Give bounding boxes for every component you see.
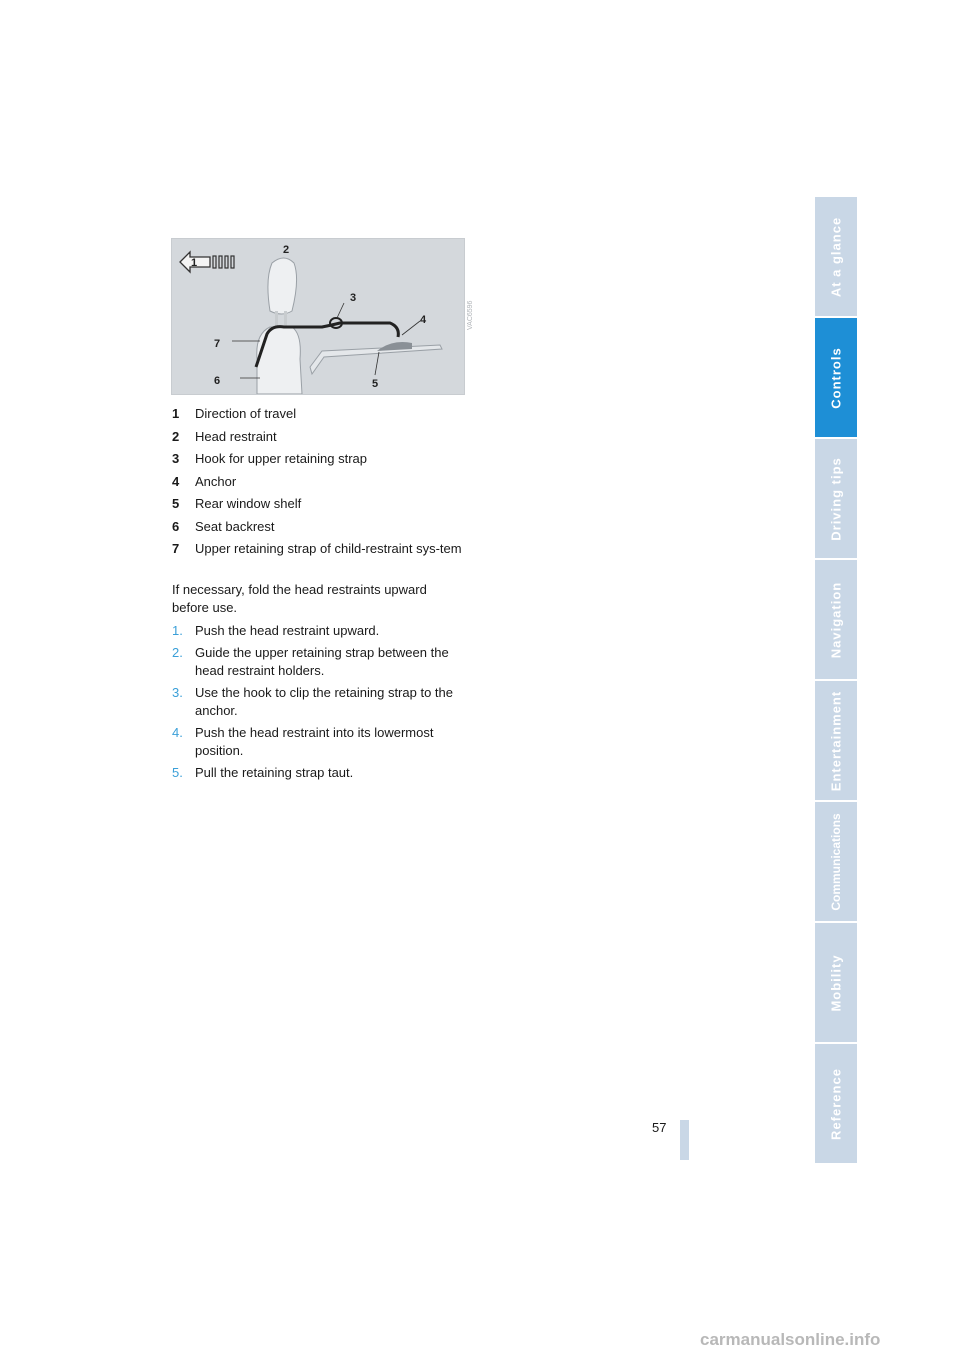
tab-at-a-glance[interactable]: [815, 197, 857, 316]
direction-arrow-icon: [180, 252, 234, 272]
legend-item: [172, 405, 472, 423]
callout-1: 1: [191, 257, 198, 269]
figure-legend: [172, 405, 472, 563]
step-item: [172, 622, 472, 640]
child-restraint-diagram: [171, 238, 465, 395]
tab-label: Driving tips: [828, 456, 844, 541]
step-text: Push the head restraint upward.: [195, 623, 380, 638]
section-tabs: [815, 197, 857, 1165]
tab-reference[interactable]: [815, 1044, 857, 1163]
callout-2: 2: [283, 244, 290, 256]
legend-number: 7: [172, 541, 180, 556]
callout-5: 5: [372, 378, 379, 390]
step-text: Guide the upper retaining strap between the head restraint holders.: [195, 645, 449, 678]
legend-number: 6: [172, 518, 180, 534]
step-text: Push the head restraint into its lowermost position.: [195, 725, 434, 758]
legend-number: 4: [172, 473, 180, 489]
step-item: [172, 724, 472, 760]
legend-item: [172, 518, 472, 536]
tab-label: Entertainment: [828, 690, 844, 791]
tab-mobility[interactable]: [815, 923, 857, 1042]
legend-text: Upper retaining strap of child-restraint sys-tem: [195, 541, 462, 556]
tab-communications[interactable]: [815, 802, 857, 921]
legend-number: 3: [172, 451, 180, 466]
page-number: 57: [652, 1120, 667, 1135]
tab-label: Mobility: [828, 953, 844, 1012]
figure-code: VAC6596: [467, 300, 474, 330]
legend-item: [172, 540, 472, 558]
instruction-steps: [172, 622, 472, 786]
legend-number: 1: [172, 406, 180, 421]
callout-4: 4: [420, 314, 427, 326]
step-number: 2.: [172, 645, 183, 660]
step-text: Use the hook to clip the retaining strap to the anchor.: [195, 685, 453, 718]
seat-backrest: [257, 327, 302, 394]
legend-item: [172, 428, 472, 446]
legend-text: Head restraint: [195, 428, 277, 444]
legend-text: Rear window shelf: [195, 496, 302, 511]
callout-6: 6: [214, 375, 221, 387]
callout-3: 3: [350, 292, 357, 304]
step-number: 5.: [172, 765, 183, 780]
callout-7: 7: [214, 338, 221, 350]
tab-controls[interactable]: [815, 318, 857, 437]
head-restraint: [268, 258, 297, 314]
page-number-bar: [680, 1120, 689, 1160]
tab-entertainment[interactable]: [815, 681, 857, 800]
step-number: 4.: [172, 725, 183, 740]
step-item: [172, 644, 472, 680]
footer-watermark[interactable]: carmanualsonline.info: [700, 1330, 881, 1349]
legend-number: 5: [172, 496, 180, 511]
tab-driving-tips[interactable]: [815, 439, 857, 558]
legend-item: [172, 450, 472, 468]
legend-item: [172, 473, 472, 491]
tab-label: Navigation: [828, 581, 844, 658]
step-text: Pull the retaining strap taut.: [195, 765, 354, 780]
step-item: [172, 764, 472, 782]
tab-label: At a glance: [828, 216, 844, 297]
tab-label: Controls: [828, 346, 844, 409]
legend-text: Anchor: [195, 473, 237, 489]
legend-text: Direction of travel: [195, 406, 297, 421]
legend-text: Hook for upper retaining strap: [195, 451, 367, 466]
tab-label: Reference: [828, 1067, 844, 1140]
legend-item: [172, 495, 472, 513]
intro-paragraph: If necessary, fold the head restraints upward before use.: [172, 582, 427, 615]
tab-label: Communications: [829, 812, 843, 911]
legend-text: Seat backrest: [195, 518, 275, 534]
legend-number: 2: [172, 428, 180, 444]
tab-navigation[interactable]: [815, 560, 857, 679]
step-item: [172, 684, 472, 720]
step-number: 3.: [172, 685, 183, 700]
step-number: 1.: [172, 623, 183, 638]
